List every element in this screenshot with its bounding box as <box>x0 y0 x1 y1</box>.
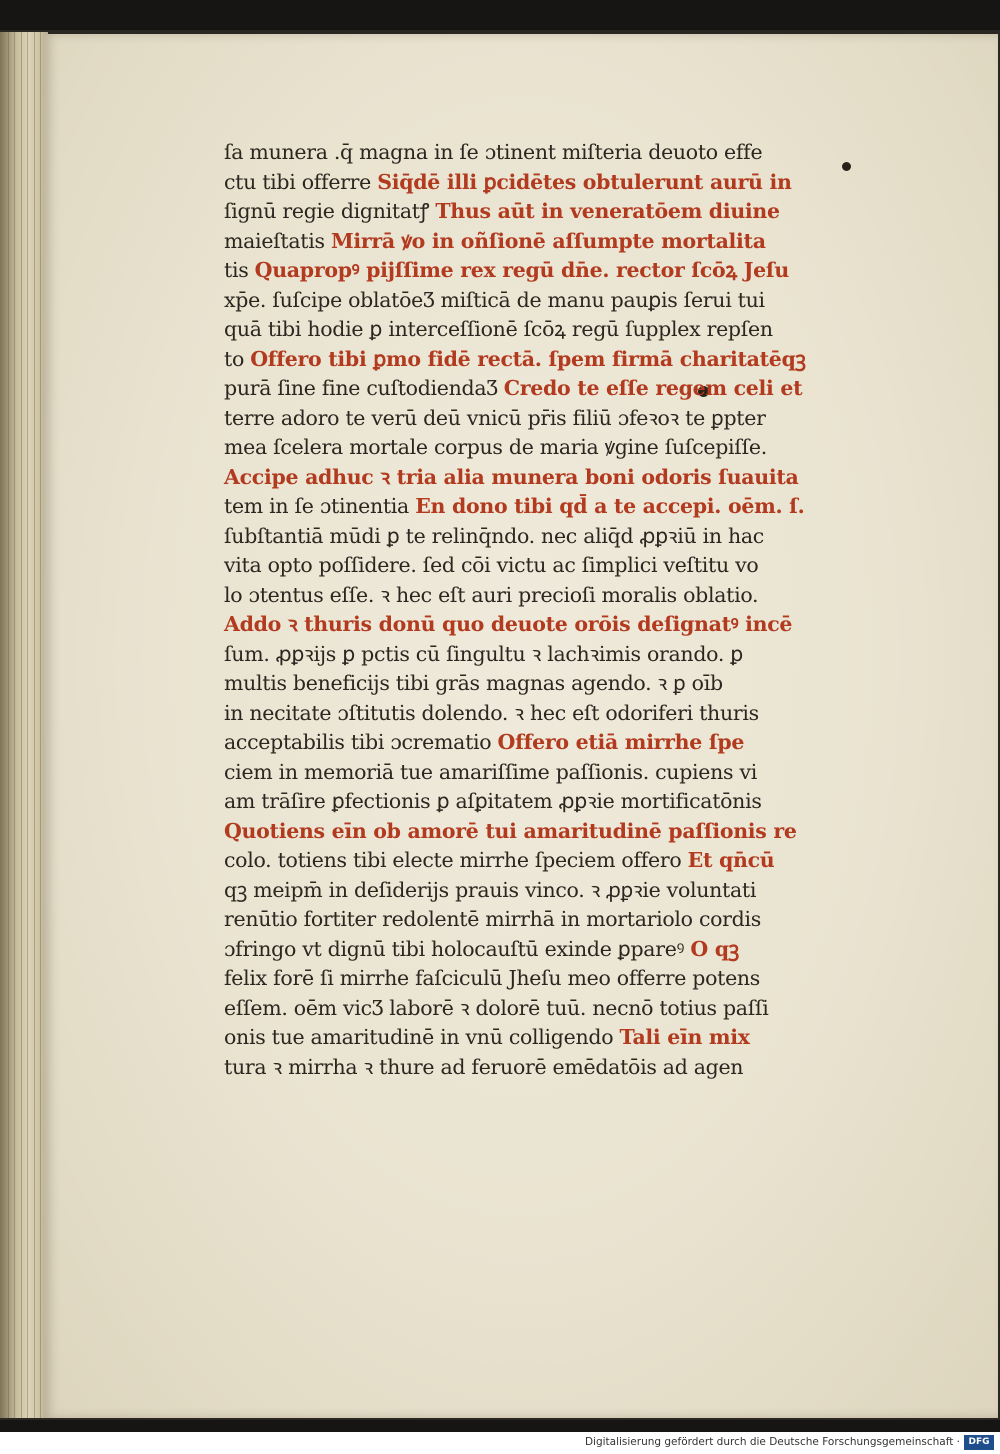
text-line: purā ſine fine cuſtodiendaƷ Credo te eſſe regem celi et <box>224 376 803 400</box>
text-line: in necitate ɔſtitutis dolendo. ꝛ hec eſt odoriferi thuris <box>224 700 759 725</box>
text-line: tem in ſe ɔtinentia En dono tibi qd̄ a te accepi. oēm. ſ. <box>224 494 805 518</box>
text-line: eſſem. oēm vicƷ laborē ꝛ dolorē tuū. necnō totius paſſi <box>224 995 769 1020</box>
edge-line <box>8 32 9 1418</box>
text-line: ſum. ꝓꝑꝛijs ꝑ pctis cū ſingultu ꝛ lachꝛimis orando. ꝑ <box>224 641 743 666</box>
footer-bar <box>0 1432 1000 1454</box>
text-line: ctu tibi offerre Siq̄dē illi ꝑcidētes obtulerunt aurū in <box>224 169 792 194</box>
text-line <box>224 817 896 847</box>
text-line: terre adoro te verū deū vnicū pr̄is filiū ɔfeꝛoꝛ te ꝑpter <box>224 405 766 430</box>
text-line: felix forē ſi mirrhe faſciculū Jheſu meo offerre potens <box>224 966 761 990</box>
text-line: qꝫ meipm̄ in deſiderijs prauis vinco. ꝛ ꝓꝑꝛie voluntati <box>224 877 757 902</box>
text-line: lo ɔtentus eſſe. ꝛ hec eſt auri precioſi moralis oblatio. <box>224 582 759 607</box>
edge-line <box>40 32 41 1418</box>
edge-line <box>34 32 35 1418</box>
text-line: maieſtatis Mirrā ꝟo in oñſionē aſſumpte mortalita <box>224 228 766 253</box>
text-line: ſubſtantiā mūdi ꝑ te relinq̄ndo. nec aliq̄d ꝓꝑꝛiū in hac <box>224 523 764 548</box>
text-line: xp̄e. ſuſcipe oblatōeƷ miſticā de manu pauꝑis ſerui tui <box>224 287 765 312</box>
rubricated-initial: Siq̄dē illi ꝑcidētes obtulerunt aurū in <box>377 169 792 194</box>
edge-line <box>14 32 15 1418</box>
text-line: acceptabilis tibi ɔcrematio Offero etiā mirrhe ſpe <box>224 730 745 754</box>
rubricated-initial: Mirrā ꝟo in oñſionē aſſumpte mortalita <box>330 228 766 253</box>
funding-note: Digitalisierung gefördert durch die Deutsche Forschungsgemeinschaft · <box>584 1436 960 1448</box>
text-line <box>224 463 896 493</box>
rubricated-initial: Accipe adhuc ꝛ tria alia munera boni odoris ſuauita <box>224 464 799 489</box>
text-line: ɔfringo vt dignū tibi holocauſtū exinde ꝑpareꝰ O qꝫ <box>224 936 739 961</box>
rubricated-initial: Quapropꝰ pijſſime rex regū dn̄e. rector ſcōꝝ Jeſu <box>254 258 790 282</box>
text-line: tis Quapropꝰ pijſſime rex regū dn̄e. rector ſcōꝝ Jeſu <box>224 258 790 282</box>
text-line: to Offero tibi ꝑmo fidē rectā. ſpem firmā charitatēqꝫ <box>224 346 806 371</box>
rubricated-initial: Offero etiā mirrhe ſpe <box>497 730 745 754</box>
text-line: colo. totiens tibi electe mirrhe ſpeciem offero Et qn̄cū <box>224 848 775 872</box>
rubricated-initial: Credo te eſſe regem celi et <box>503 376 803 400</box>
gothic-text-block <box>224 138 896 1082</box>
text-line: multis beneficijs tibi grās magnas agendo. ꝛ ꝑ oīb <box>224 671 723 695</box>
text-line: ciem in memoriā tue amariſſime paſſionis. cupiens vi <box>224 759 757 784</box>
text-line: am trāſire ꝑfectionis ꝑ aſꝑitatem ꝓꝑꝛie mortificatōnis <box>224 789 762 813</box>
text-line: onis tue amaritudinē in vnū colligendo Tali eīn mix <box>224 1025 750 1049</box>
text-line: mea ſcelera mortale corpus de maria ꝟgine ſuſcepiſſe. <box>224 435 767 459</box>
text-line: ſa munera .q̄ magna in ſe ɔtinent miſteria deuoto effe <box>224 140 763 164</box>
text-line: quā tibi hodie ꝑ interceſſionē ſcōꝝ regū ſupplex repſen <box>224 317 773 341</box>
page-edges <box>0 32 48 1418</box>
edge-line <box>27 32 28 1418</box>
dfg-logo-icon[interactable]: DFG <box>964 1435 994 1450</box>
edge-line <box>21 32 22 1418</box>
rubricated-initial: Et qn̄cū <box>687 848 775 872</box>
rubricated-initial: Tali eīn mix <box>619 1025 750 1049</box>
rubricated-initial: O qꝫ <box>690 936 739 961</box>
rubricated-initial: Addo ꝛ thuris donū quo deuote orōis deſignatꝰ incē <box>224 612 793 636</box>
text-line: vita opto poſſidere. ſed cōi victu ac ſimplici veſtitu vo <box>224 553 759 577</box>
rubricated-initial: Quotiens eīn ob amorē tui amaritudinē paſſionis re <box>224 818 797 843</box>
text-line: tura ꝛ mirrha ꝛ thure ad feruorē emēdatōis ad agen <box>224 1054 744 1079</box>
text-line <box>224 610 896 640</box>
rubricated-initial: Offero tibi ꝑmo fidē rectā. ſpem firmā charitatēqꝫ <box>250 346 806 371</box>
text-line: renūtio fortiter redolentē mirrhā in mortariolo cordis <box>224 907 761 931</box>
rubricated-initial: Thus aūt in veneratōem diuine <box>435 199 780 223</box>
text-line: ſignū regie dignitatꝭ Thus aūt in veneratōem diuine <box>224 199 780 223</box>
rubricated-initial: En dono tibi qd̄ a te accepi. oēm. ſ. <box>415 494 805 518</box>
